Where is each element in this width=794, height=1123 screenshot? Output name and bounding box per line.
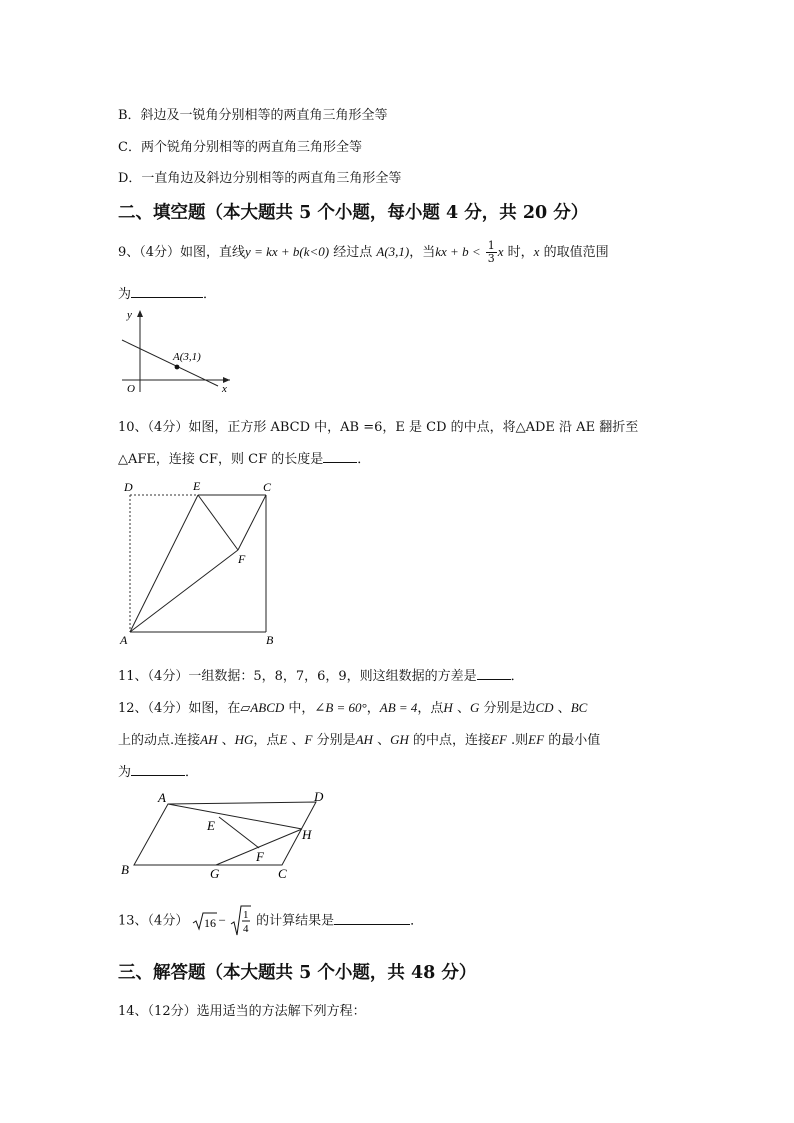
option-d: D．一直角边及斜边分别相等的两直角三角形全等 [118, 171, 402, 186]
q12-line1: 12、（4分）如图，在▱ABCD 中，∠B = 60°，AB = 4，点H 、G 分别是边CD 、BC [118, 700, 588, 716]
svg-text:B: B [266, 633, 274, 646]
q9-origin-label: O [127, 383, 135, 394]
svg-text:A: A [120, 633, 128, 646]
q10-figure [116, 478, 282, 646]
q9-point: A(3,1) [376, 244, 410, 259]
svg-text:B: B [121, 862, 129, 877]
svg-text:D: D [314, 789, 324, 804]
svg-text:16: 16 [204, 916, 217, 930]
svg-text:4: 4 [242, 923, 249, 935]
q13-line: 13、（4分） 16 − 1 4 的计算结果是 ． [118, 904, 423, 934]
svg-text:C: C [278, 866, 287, 881]
q10-line2: △AFE，连接 CF，则 CF 的长度是 ． [118, 452, 371, 467]
q10-line1: 10、（4分）如图，正方形 ABCD 中，AB =6，E 是 CD 的中点，将△ADE 沿 AE 翻折至 [118, 420, 639, 435]
q9-figure [118, 306, 238, 394]
option-b: B．斜边及一锐角分别相等的两直角三角形全等 [118, 108, 388, 123]
svg-text:F: F [256, 849, 264, 864]
q9-y-label: y [127, 309, 132, 321]
q9-line1: 9、（4分）如图，直线y = kx + b(k<0) 经过点 A(3,1)，当kx + b < $\frac{1}{3}$ x 时，x 的取值范围 [118, 239, 609, 265]
svg-text:E: E [193, 479, 201, 493]
q9-answer-blank[interactable] [131, 285, 203, 298]
option-c: C．两个锐角分别相等的两直角三角形全等 [118, 140, 362, 155]
q9-a-label: A(3,1) [173, 351, 201, 363]
svg-text:1: 1 [242, 909, 249, 921]
q11-line: 11、（4分）一组数据：5，8，7，6，9，则这组数据的方差是 ． [118, 669, 524, 684]
q12-answer-blank[interactable] [131, 763, 185, 776]
svg-text:D: D [124, 480, 133, 494]
svg-text:G: G [210, 866, 220, 881]
q12-line2: 上的动点.连接AH 、HG，点E 、F 分别是AH 、GH 的中点，连接EF .则EF 的最小值 [118, 732, 601, 748]
q9-x-label: x [222, 383, 227, 394]
q14-line: 14、（12分）选用适当的方法解下列方程： [118, 1004, 366, 1019]
q12-line3: 为 ． [118, 765, 199, 780]
q13-sqrt-16 [192, 910, 218, 932]
svg-text:C: C [263, 480, 272, 494]
q13-sqrt-quarter [230, 904, 252, 938]
svg-text:F: F [238, 552, 246, 566]
q9-fraction: $\frac{1}{3}$ [487, 239, 495, 265]
svg-text:E: E [207, 818, 215, 833]
q9-point-a [175, 365, 180, 370]
q11-answer-blank[interactable] [477, 667, 511, 680]
q9-line2: 为 ． [118, 287, 217, 302]
section-2-title: 二、填空题（本大题共 5 个小题，每小题 4 分，共 20 分） [118, 203, 589, 223]
q9-equation: y = kx + b(k<0) [245, 244, 330, 259]
q10-answer-blank[interactable] [323, 450, 357, 463]
svg-text:A: A [158, 790, 166, 805]
q13-answer-blank[interactable] [334, 912, 410, 925]
q12-figure [118, 786, 336, 882]
svg-text:H: H [302, 827, 312, 842]
section-3-title: 三、解答题（本大题共 5 个小题，共 48 分） [118, 963, 477, 983]
